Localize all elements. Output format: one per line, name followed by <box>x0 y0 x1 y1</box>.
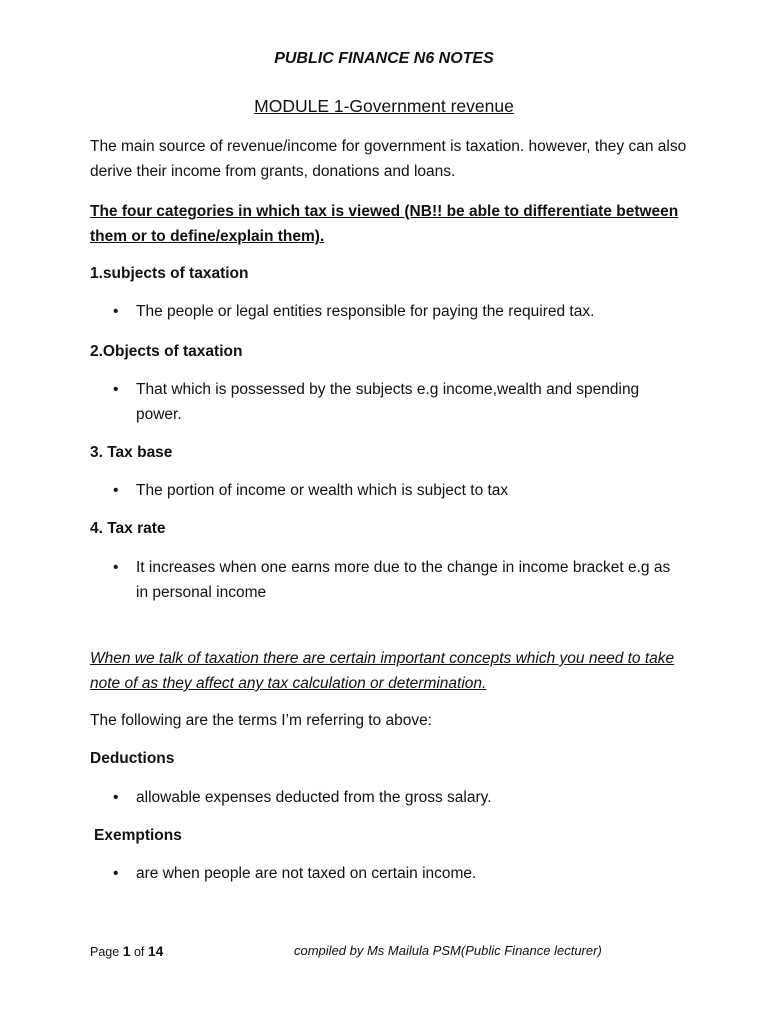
term-heading-deductions: Deductions <box>90 750 175 767</box>
section-heading-subjects: 1.subjects of taxation <box>90 265 249 282</box>
concepts-note: When we talk of taxation there are certain important concepts which you need to take note of as they affect any tax calculation or determination. <box>90 650 675 692</box>
terms-intro: The following are the terms I’m referring to above: <box>90 712 433 729</box>
footer-credit: compiled by Ms Mailula PSM(Public Finance lecturer) <box>294 943 602 958</box>
list-item <box>113 785 683 810</box>
bullet-icon: • <box>113 303 119 320</box>
bullet-icon: • <box>113 381 119 398</box>
bullet-icon: • <box>113 482 119 499</box>
categories-heading: The four categories in which tax is viewed (NB!! be able to differentiate between them or to define/explain them). <box>90 203 679 245</box>
term-heading-exemptions: Exemptions <box>94 827 182 844</box>
list-item <box>113 299 683 324</box>
of-word: of <box>133 945 145 959</box>
list-item-text: The people or legal entities responsible for paying the required tax. <box>136 303 595 320</box>
bullet-icon: • <box>113 559 119 576</box>
list-item <box>113 377 683 427</box>
module-heading: MODULE 1-Government revenue <box>254 96 514 116</box>
section-heading-objects: 2.Objects of taxation <box>90 343 243 360</box>
list-item <box>113 555 683 605</box>
list-item-text: The portion of income or wealth which is subject to tax <box>136 482 509 499</box>
section-heading-tax-base: 3. Tax base <box>90 444 173 461</box>
current-page-number: 1 <box>122 943 131 959</box>
list-item <box>113 861 683 886</box>
section-heading-tax-rate: 4. Tax rate <box>90 520 166 537</box>
list-item-text: allowable expenses deducted from the gross salary. <box>136 789 492 806</box>
list-item <box>113 478 683 503</box>
bullet-icon: • <box>113 865 119 882</box>
page-number-footer <box>90 941 163 962</box>
document-title: PUBLIC FINANCE N6 NOTES <box>274 50 494 67</box>
bullet-icon: • <box>113 789 119 806</box>
page-word: Page <box>90 945 120 959</box>
list-item-text: That which is possessed by the subjects e.g income,wealth and spending power. <box>136 381 640 423</box>
intro-paragraph: The main source of revenue/income for government is taxation. however, they can also derive their income from grants, donations and loans. <box>90 138 687 180</box>
list-item-text: are when people are not taxed on certain income. <box>136 865 477 882</box>
list-item-text: It increases when one earns more due to the change in income bracket e.g as in personal income <box>136 559 671 601</box>
total-pages: 14 <box>147 943 164 959</box>
